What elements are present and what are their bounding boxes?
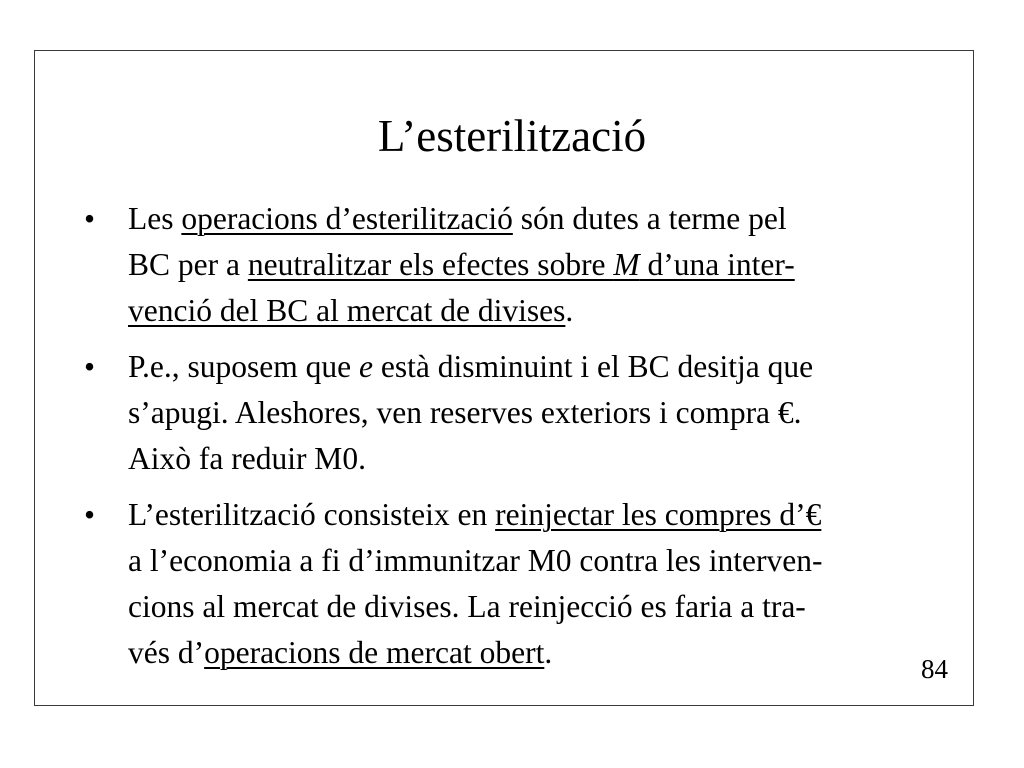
bullet-line xyxy=(128,584,942,630)
text-segment: L’esterilització consisteix en xyxy=(128,497,496,532)
text-segment: . xyxy=(544,635,553,670)
bullet-line xyxy=(128,538,942,584)
text-segment: està disminuint i el BC desitja que xyxy=(372,349,814,384)
underlined-text-segment: M xyxy=(613,247,640,282)
bullet-line xyxy=(128,242,942,288)
bullet-item xyxy=(82,344,942,482)
bullet-line xyxy=(128,630,942,676)
text-segment: e xyxy=(359,349,373,384)
text-segment: a l’economia a fi d’immunitzar M0 contra les interven- xyxy=(128,543,823,578)
bullet-line xyxy=(128,344,942,390)
text-segment: vés d’ xyxy=(128,635,205,670)
slide-title: L’esterilització xyxy=(377,111,647,161)
bullet-line xyxy=(128,288,942,334)
bullet-item xyxy=(82,196,942,334)
underlined-text-segment: neutralitzar els efectes sobre xyxy=(247,247,614,282)
text-segment: s’apugi. Aleshores, ven reserves exteriors i compra €. xyxy=(128,395,802,430)
text-segment: Això fa reduir M0. xyxy=(128,441,366,476)
text-segment: . xyxy=(565,293,574,328)
bullet-dot-icon: • xyxy=(84,349,96,384)
underlined-text-segment: reinjectar les compres d’€ xyxy=(495,497,822,532)
bullet-item xyxy=(82,492,942,676)
text-segment: cions al mercat de divises. La reinjecció es faria a tra- xyxy=(128,589,806,624)
bullet-line xyxy=(128,196,942,242)
bullet-dot-icon: • xyxy=(84,201,96,236)
bullet-dot-icon: • xyxy=(84,497,96,532)
text-segment: P.e., suposem que xyxy=(128,349,359,384)
text-segment: són dutes a terme pel xyxy=(512,201,787,236)
page-number: 84 xyxy=(921,654,948,684)
underlined-text-segment: d’una inter- xyxy=(639,247,795,282)
underlined-text-segment: operacions de mercat obert xyxy=(204,635,545,670)
underlined-text-segment: venció del BC al mercat de divises xyxy=(128,293,566,328)
bullet-list xyxy=(82,196,942,676)
underlined-text-segment: operacions d’esterilització xyxy=(181,201,513,236)
bullet-line xyxy=(128,436,942,482)
bullet-line xyxy=(128,390,942,436)
text-segment: BC per a xyxy=(128,247,248,282)
bullet-line xyxy=(128,492,942,538)
text-segment: Les xyxy=(128,201,182,236)
